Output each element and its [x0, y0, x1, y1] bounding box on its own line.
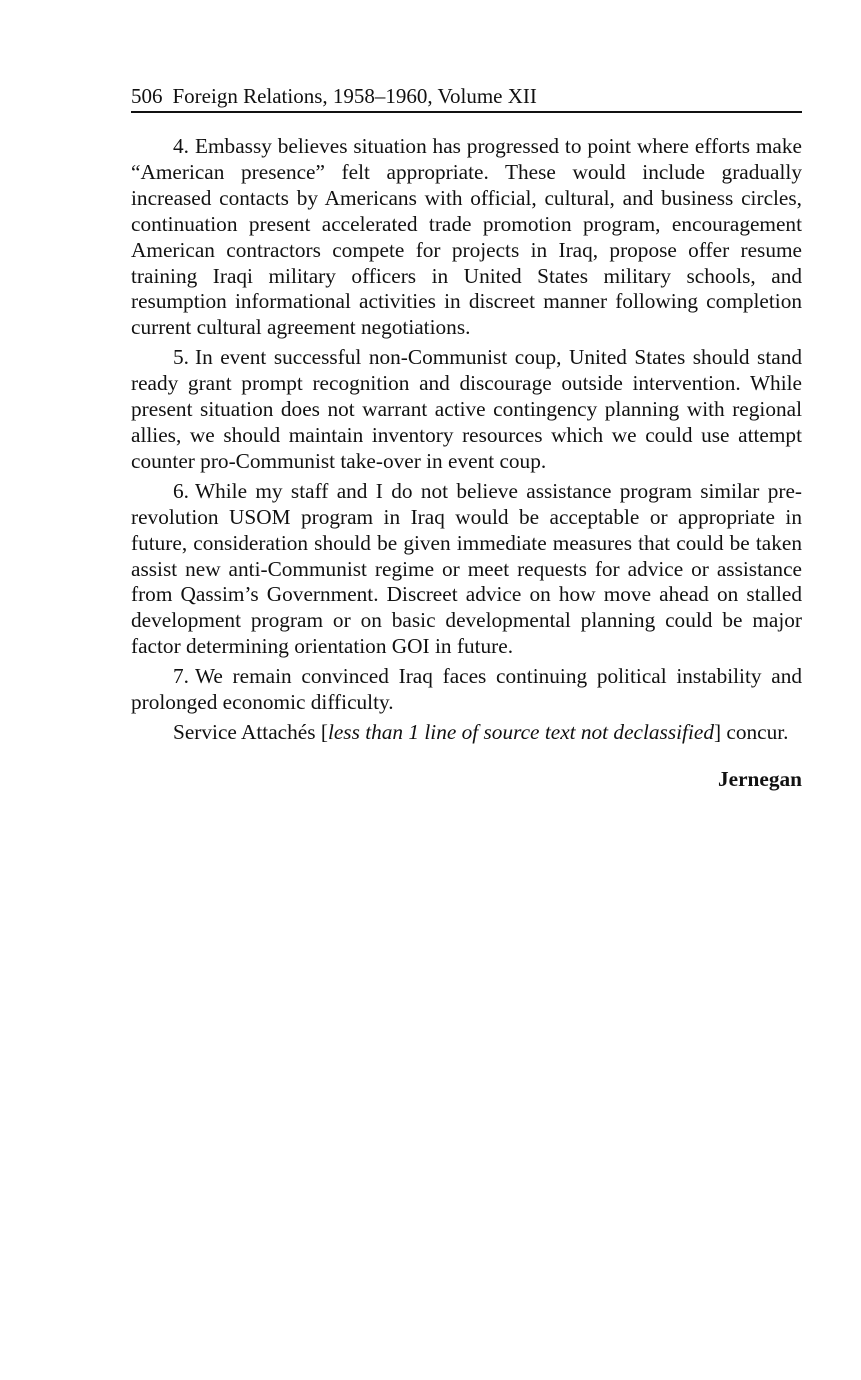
closing-text-before: Service Attachés [: [173, 719, 328, 744]
paragraph-5: [131, 345, 802, 475]
publication-title: Foreign Relations, 1958–1960, Volume XII: [172, 84, 537, 108]
paragraph-text: Embassy believes situation has progressed to point where efforts make “American presence” felt appropriate. These would include gradually increased contacts by Americans with official, cultural, and business circles, continuation present accelerated trade promotion program, encouragement American contractors compete for projects in Iraq, propose offer resume training Iraqi military officers in United States military schools, and resumption informational activities in discreet manner following completion current cultural agreement negotiations.: [131, 134, 802, 340]
closing-text-after: ] concur.: [713, 719, 789, 744]
paragraph-text: While my staff and I do not believe assistance program similar pre-revolution USOM program in Iraq would be acceptable or appropriate in future, consideration should be given immediate measures that could be taken assist new anti-Communist regime or meet requests for advice or assistance from Qassim’s Government. Discreet advice on how move ahead on stalled development program or on basic developmental planning could be major factor determining orientation GOI in future.: [131, 478, 802, 659]
paragraph-4: [131, 134, 802, 341]
paragraph-6: [131, 479, 802, 660]
paragraph-number: 5.: [173, 345, 189, 370]
page-number: 506: [131, 84, 163, 108]
running-head: [131, 82, 802, 113]
paragraph-text: We remain convinced Iraq faces continuing political instability and prolonged economic difficulty.: [131, 664, 802, 715]
closing-line: [131, 720, 802, 746]
document-page: [131, 82, 802, 792]
paragraph-text: In event successful non-Communist coup, United States should stand ready grant prompt recognition and discourage outside intervention. While present situation does not warrant active contingency planning with regional allies, we should maintain inventory resources which we could use attempt counter pro-Communist take-over in event coup.: [131, 345, 802, 473]
paragraph-number: 4.: [173, 134, 189, 158]
declassification-note: less than 1 line of source text not declassified: [327, 719, 714, 744]
paragraph-number: 6.: [173, 478, 189, 503]
paragraph-7: [131, 664, 802, 716]
paragraph-number: 7.: [173, 664, 189, 689]
signature: Jernegan: [718, 766, 802, 791]
document-body: [131, 134, 802, 746]
